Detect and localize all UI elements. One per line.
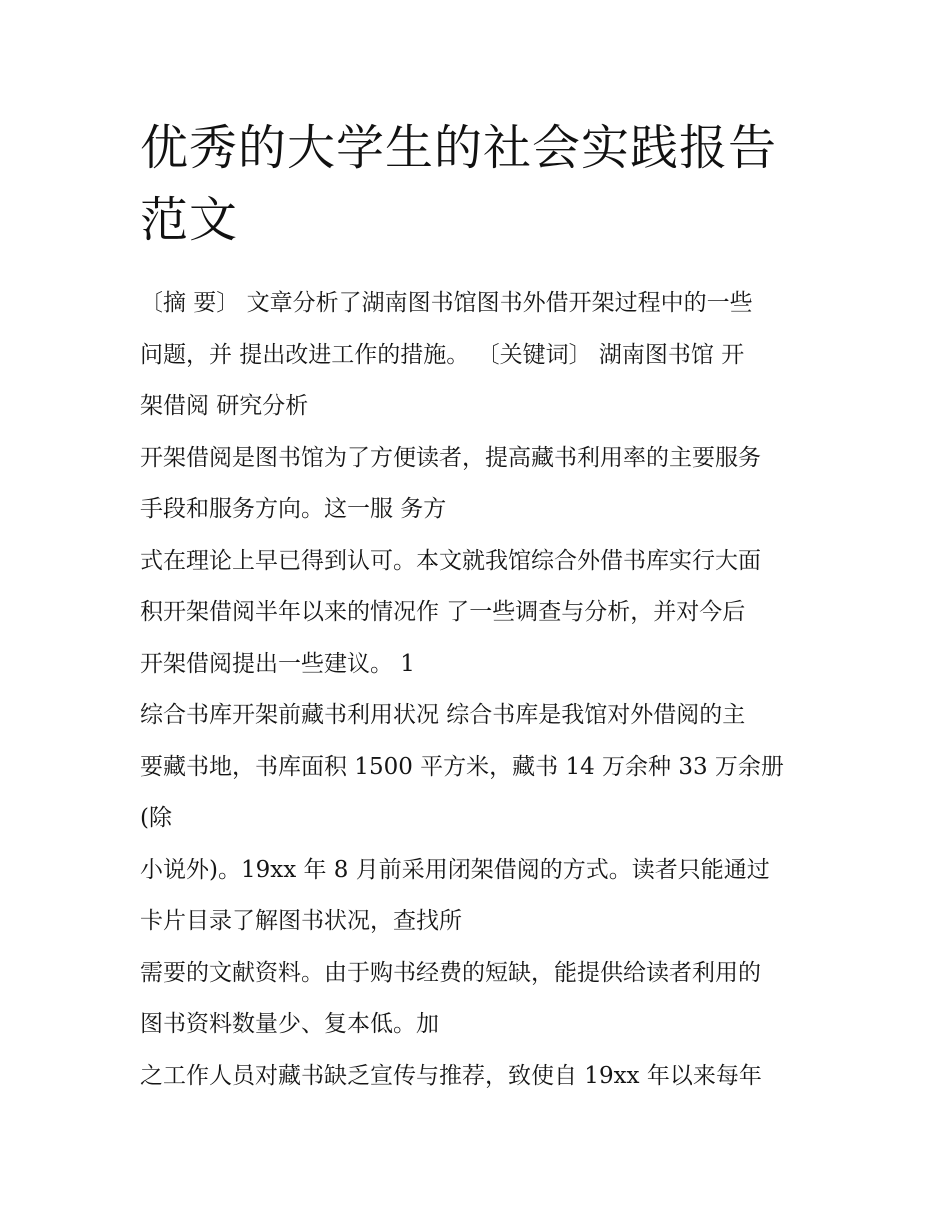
abstract-line: 问题，并 提出改进工作的措施。 〔关键词〕 湖南图书馆 开 [140,341,745,368]
body-line: 卡片目录了解图书状况，查找所 [140,908,462,934]
body-line: 要藏书地，书库面积 1500 平方米，藏书 14 万余种 33 万余册 [140,753,784,780]
title-line: 范文 [140,192,239,248]
body-line: 图书资料数量少、复本低。加 [140,1011,439,1037]
abstract-line: 〔摘 要〕 文章分析了湖南图书馆图书外借开架过程中的一些 [140,290,753,316]
body-line: 小说外)。19xx 年 8 月前采用闭架借阅的方式。读者只能通过 [140,856,770,883]
body-line: (除 [140,805,172,831]
body-line: 需要的文献资料。由于购书经费的短缺，能提供给读者利用的 [140,959,761,986]
title-line: 优秀的大学生的社会实践报告 [140,120,778,176]
document-title [140,112,840,256]
body-line: 之工作人员对藏书缺乏宣传与推荐，致使自 19xx 年以来每年 [140,1062,762,1089]
body-line: 综合书库开架前藏书利用状况 综合书库是我馆对外借阅的主 [140,702,746,728]
body-line: 开架借阅是图书馆为了方便读者，提高藏书利用率的主要服务 [140,444,761,471]
body-line: 开架借阅提出一些建议。 1 [140,650,415,677]
body-line: 式在理论上早已得到认可。本文就我馆综合外借书库实行大面 [140,547,761,574]
document-body [140,278,830,1102]
body-line: 积开架借阅半年以来的情况作 了一些调查与分析，并对今后 [140,599,746,625]
keywords-line: 架借阅 研究分析 [140,393,309,419]
body-line: 手段和服务方向。这一服 务方 [140,496,447,522]
